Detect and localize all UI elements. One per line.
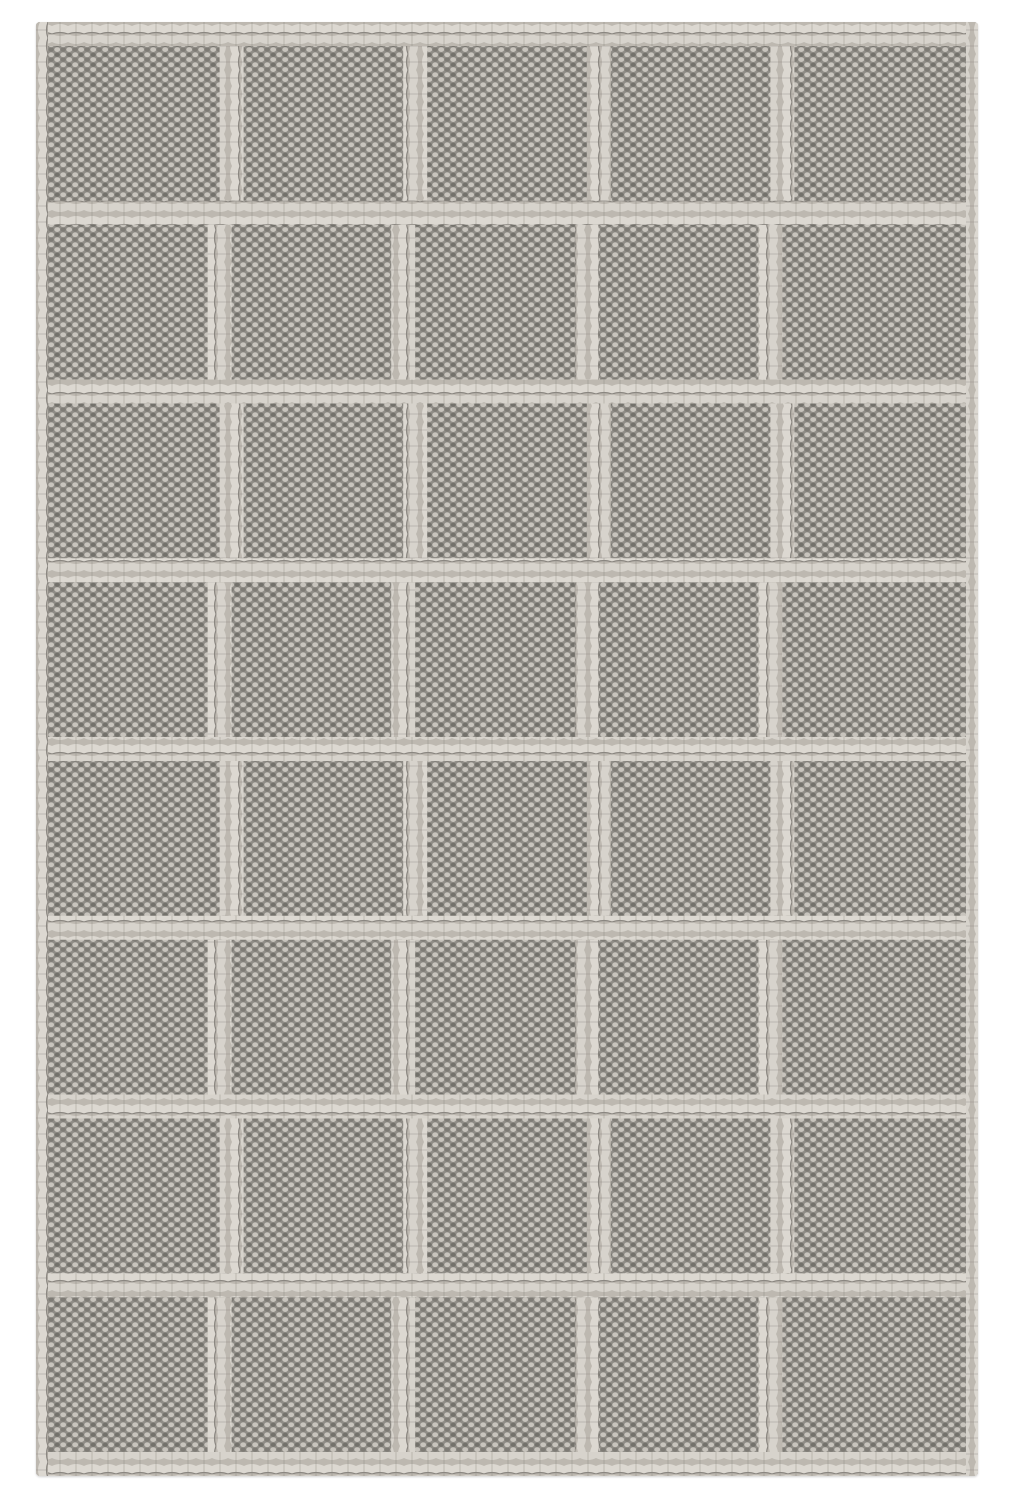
vertical-braid bbox=[758, 582, 782, 737]
vertical-braid bbox=[220, 404, 244, 559]
vertical-braid bbox=[208, 582, 232, 737]
vertical-braid bbox=[758, 940, 782, 1095]
vertical-braid bbox=[220, 761, 244, 916]
vertical-braid bbox=[770, 404, 794, 559]
horizontal-braid bbox=[36, 1273, 978, 1297]
horizontal-braid bbox=[36, 1095, 978, 1119]
horizontal-braid bbox=[36, 558, 978, 582]
vertical-braid bbox=[208, 940, 232, 1095]
vertical-braid bbox=[403, 761, 427, 916]
vertical-braid bbox=[575, 225, 599, 380]
vertical-braid bbox=[770, 1119, 794, 1274]
rug-edge bbox=[966, 22, 978, 1476]
vertical-braid bbox=[220, 1119, 244, 1274]
vertical-braid bbox=[587, 46, 611, 201]
horizontal-braid bbox=[36, 22, 978, 46]
vertical-braid bbox=[587, 404, 611, 559]
vertical-braid bbox=[770, 46, 794, 201]
vertical-braid bbox=[575, 1297, 599, 1452]
vertical-braid bbox=[758, 1297, 782, 1452]
rug-image bbox=[36, 22, 978, 1476]
vertical-braid bbox=[758, 225, 782, 380]
vertical-braid bbox=[403, 1119, 427, 1274]
horizontal-braid bbox=[36, 916, 978, 940]
vertical-braid bbox=[391, 940, 415, 1095]
vertical-braid bbox=[575, 582, 599, 737]
vertical-braid bbox=[770, 761, 794, 916]
horizontal-braid bbox=[36, 737, 978, 761]
vertical-braid bbox=[587, 1119, 611, 1274]
rug-edge bbox=[36, 22, 48, 1476]
vertical-braid bbox=[208, 1297, 232, 1452]
horizontal-braid bbox=[36, 380, 978, 404]
horizontal-braid bbox=[36, 201, 978, 225]
horizontal-braid bbox=[36, 1452, 978, 1476]
vertical-braid bbox=[208, 225, 232, 380]
vertical-braid bbox=[575, 940, 599, 1095]
vertical-braid bbox=[391, 1297, 415, 1452]
vertical-braid bbox=[587, 761, 611, 916]
vertical-braid bbox=[403, 46, 427, 201]
vertical-braid bbox=[391, 225, 415, 380]
vertical-braid bbox=[403, 404, 427, 559]
rug-graphic bbox=[36, 22, 978, 1476]
vertical-braid bbox=[391, 582, 415, 737]
vertical-braid bbox=[220, 46, 244, 201]
